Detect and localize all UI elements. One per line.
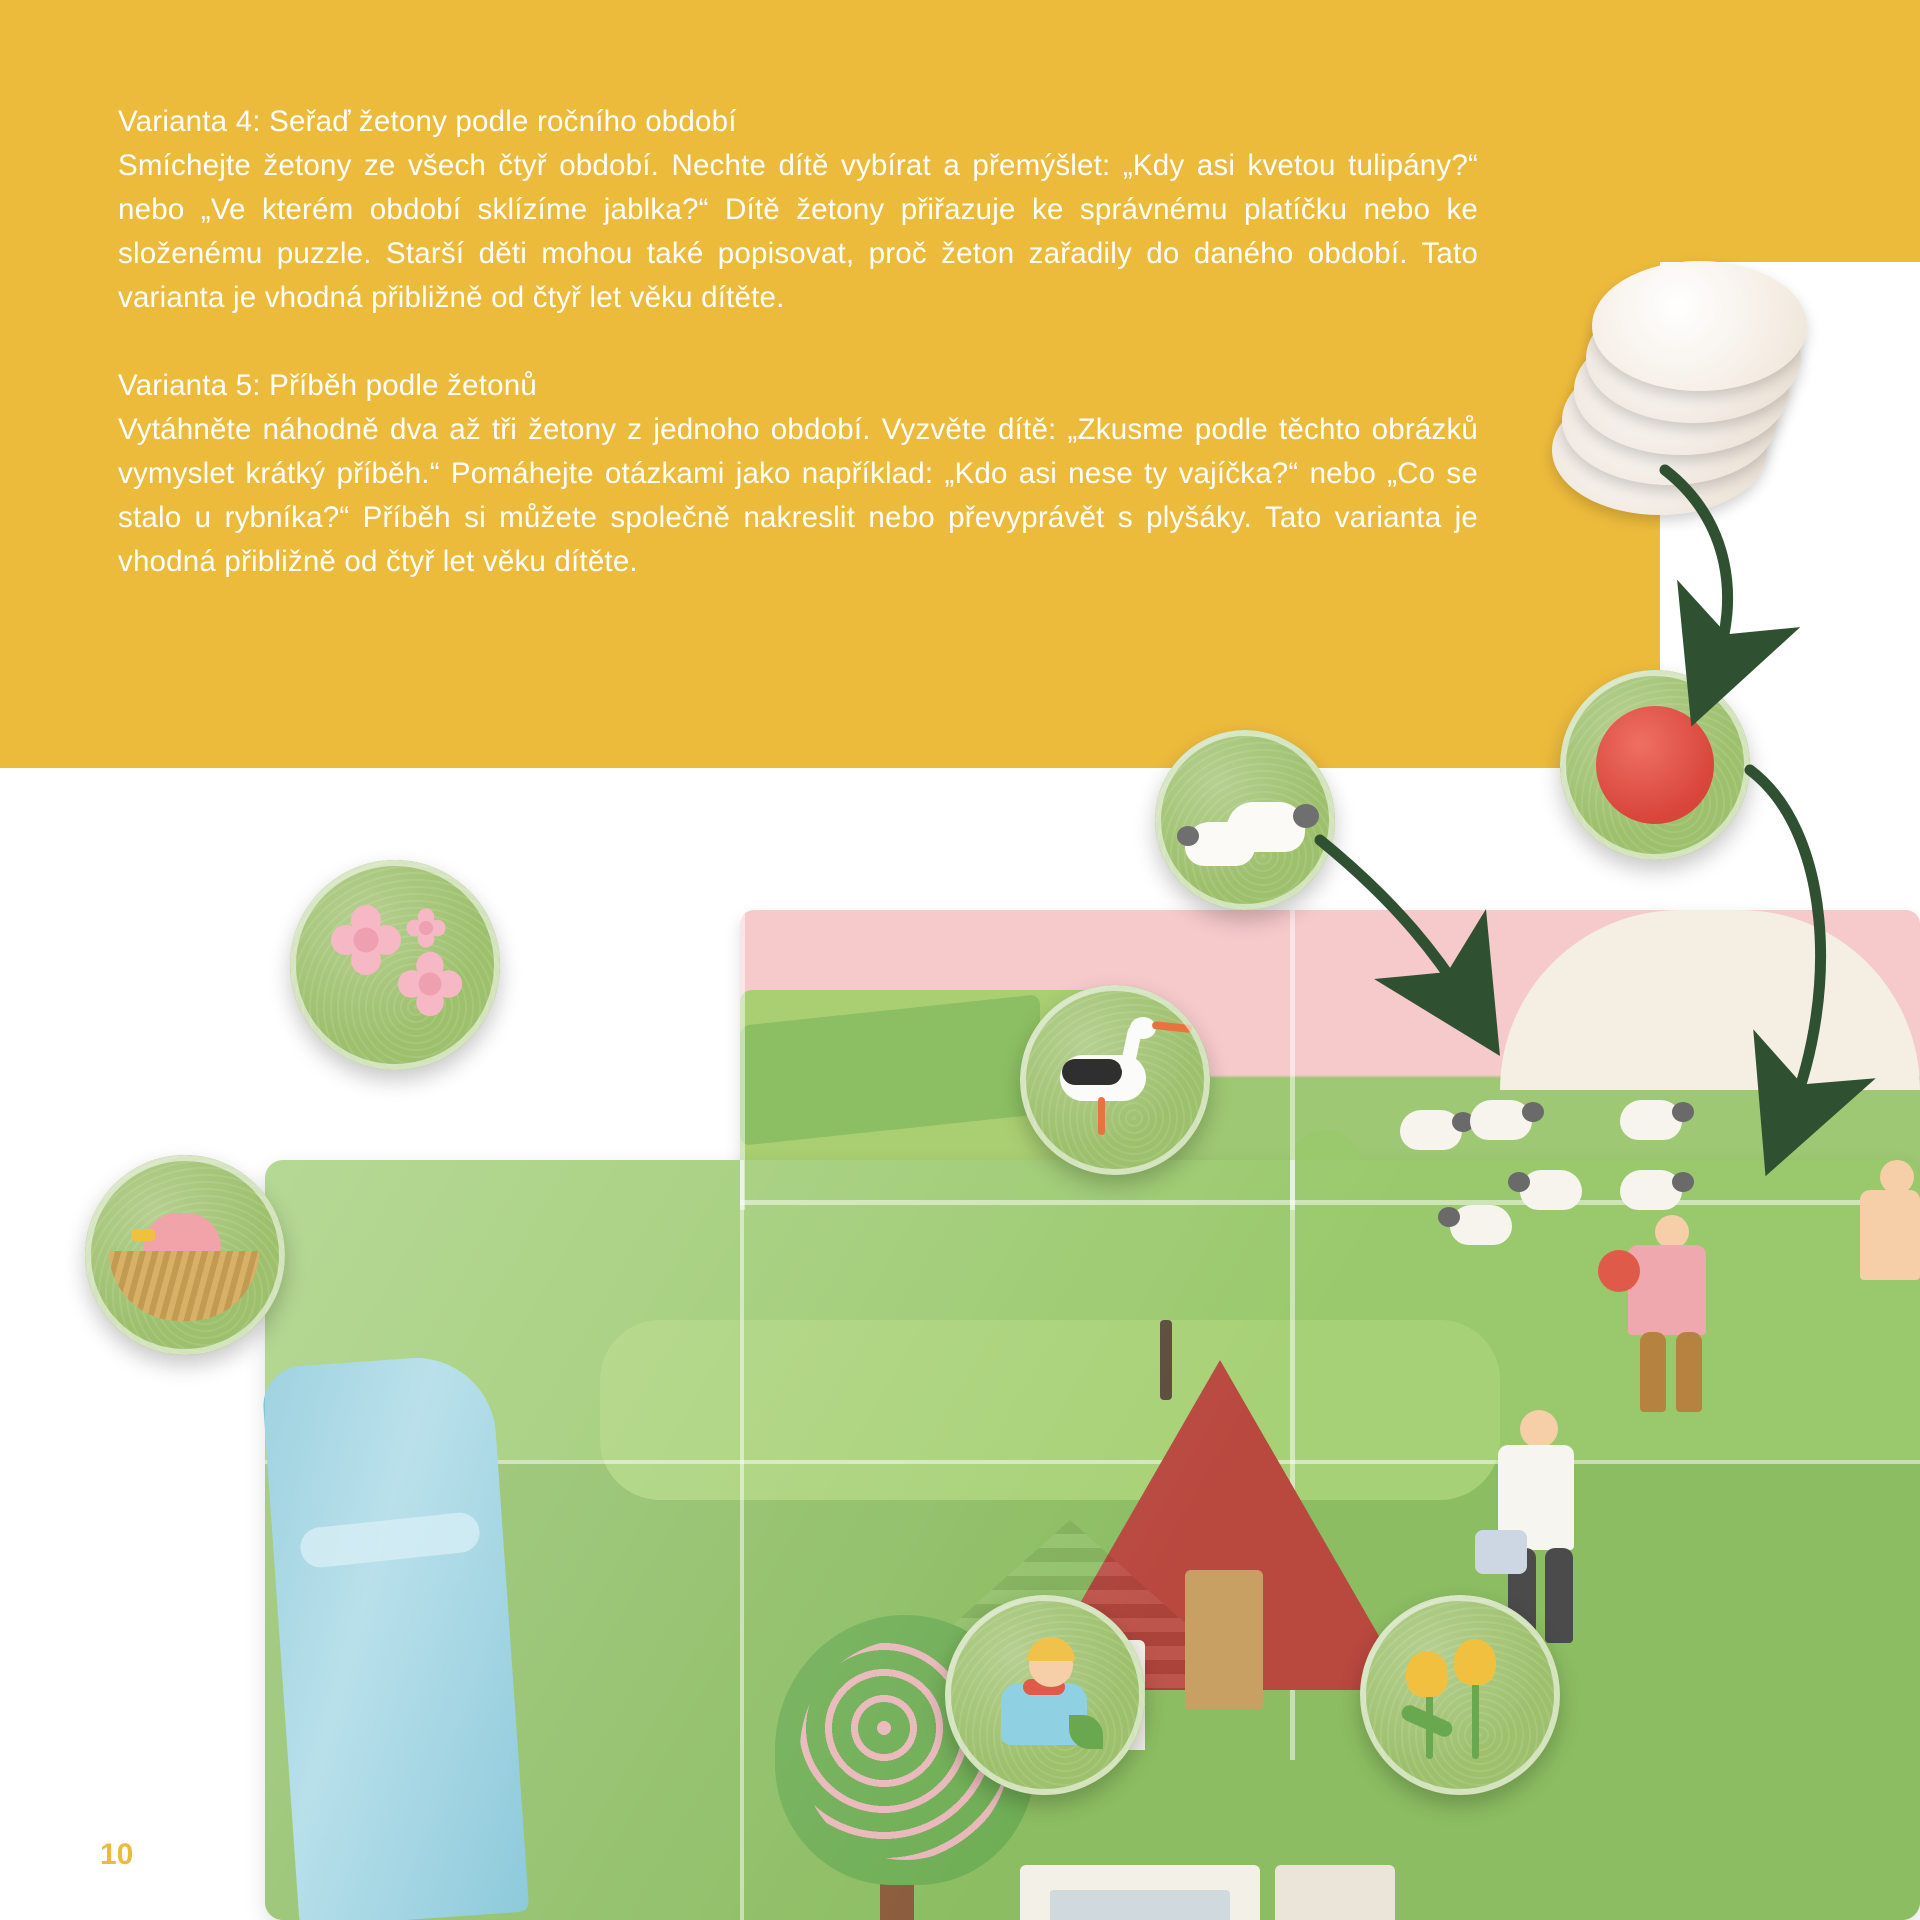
child-head [1880,1160,1914,1194]
instructions-text-block [118,100,1478,584]
sheep [1400,1110,1462,1150]
token-stack[interactable] [1540,255,1810,545]
sheep [1450,1205,1512,1245]
child-leg [1640,1332,1666,1412]
token-rim [1020,985,1210,1175]
sheep [1620,1170,1682,1210]
token-rim [1360,1595,1560,1795]
house-windows [1050,1890,1230,1920]
child-leg [1545,1548,1573,1643]
paragraph-spacer [118,320,1478,364]
stork-token[interactable] [1020,985,1210,1175]
variant-5-heading: Varianta 5: Příběh podle žetonů [118,369,537,402]
gardening-child-token[interactable] [945,1595,1145,1795]
house-side-wall [1275,1865,1395,1920]
river [261,1353,530,1920]
sheep [1620,1100,1682,1140]
house-door [1185,1570,1263,1710]
child-head [1655,1215,1689,1249]
child-leg [1676,1332,1702,1412]
sheep [1470,1100,1532,1140]
apple-token[interactable] [1560,670,1750,860]
variant-5-body: Vytáhněte náhodně dva až tři žetony z jednoho období. Vyzvěte dítě: „Zkusme podle těchto obrázků vymyslet krátký příběh.“ Pomáhejte otázkami jako například: „Kdo asi nese ty vajíčka?“ nebo „Co se stalo u rybníka?“ Příběh si můžete společně nakreslit nebo převyprávět s plyšáky. Tato varianta je vhodná přibližně od čtyř let věku dítěte. [118,413,1478,578]
child-body [1628,1245,1706,1335]
sheep-token[interactable] [1155,730,1335,910]
puzzle-seam-vertical-3 [740,1160,744,1920]
token-rim [1560,670,1750,860]
cherry-blossom-token[interactable] [290,860,500,1070]
page-number: 10 [100,1838,134,1871]
bird-nest-token[interactable] [85,1155,285,1355]
chimney-pole [1160,1320,1172,1400]
token-rim [85,1155,285,1355]
token-rim [1155,730,1335,910]
basket [1475,1530,1527,1574]
puzzle-knob [1290,1130,1360,1200]
puzzle-seam-horizontal [740,1200,1920,1205]
ball [1598,1250,1640,1292]
puzzle-notch [560,1060,630,1130]
variant-4-body: Smíchejte žetony ze všech čtyř období. Nechte dítě vybírat a přemýšlet: „Kdy asi kvetou tulipány?“ nebo „Ve kterém období sklízíme jablka?“ Dítě žetony přiřazuje ke správnému platíčku nebo ke složenému puzzle. Starší děti mohou také popisovat, proč žeton zařadily do daného období. Tato varianta je vhodná přibližně od čtyř let věku dítěte. [118,149,1478,314]
child-body [1860,1190,1920,1280]
token-rim [945,1595,1145,1795]
tulip-token[interactable] [1360,1595,1560,1795]
yellow-panel-extension [1660,0,1920,262]
token-disc-top [1592,261,1807,391]
token-rim [290,860,500,1070]
sheep [1520,1170,1582,1210]
variant-4-heading: Varianta 4: Seřaď žetony podle ročního období [118,105,737,138]
child-head [1520,1410,1558,1448]
